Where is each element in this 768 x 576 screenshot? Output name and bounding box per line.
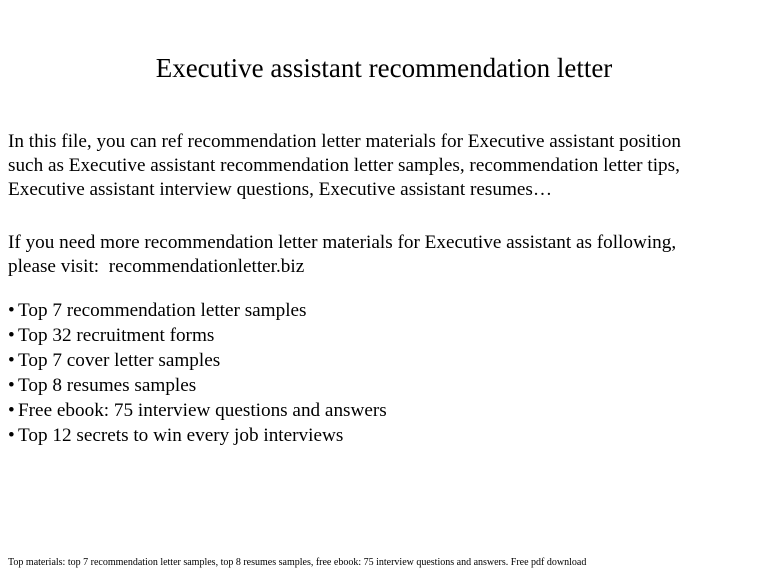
bullet-icon: • bbox=[8, 400, 15, 421]
list-item bbox=[8, 373, 764, 398]
list-item-text: Free ebook: 75 interview questions and answers bbox=[18, 400, 387, 421]
intro-line-2: such as Executive assistant recommendation letter samples, recommendation letter tips, bbox=[8, 155, 680, 176]
footer-note: Top materials: top 7 recommendation letter samples, top 8 resumes samples, free ebook: 75 interview questions and answers. Free pdf download bbox=[8, 557, 587, 568]
more-info-visit-prefix: please visit: bbox=[8, 256, 104, 277]
list-item-text: Top 7 recommendation letter samples bbox=[18, 300, 307, 321]
bullet-icon: • bbox=[8, 350, 15, 371]
bullet-icon: • bbox=[8, 375, 15, 396]
list-item bbox=[8, 323, 764, 348]
bullet-icon: • bbox=[8, 300, 15, 321]
page-title: Executive assistant recommendation letter bbox=[155, 53, 613, 83]
list-item-text: Top 12 secrets to win every job interviews bbox=[18, 425, 344, 446]
bullet-icon: • bbox=[8, 325, 15, 346]
list-item-text: Top 8 resumes samples bbox=[18, 375, 197, 396]
bullet-icon: • bbox=[8, 425, 15, 446]
list-item-text: Top 32 recruitment forms bbox=[18, 325, 215, 346]
more-info-line-1: If you need more recommendation letter materials for Executive assistant as following, bbox=[8, 232, 677, 253]
list-item bbox=[8, 423, 764, 448]
list-item-text: Top 7 cover letter samples bbox=[18, 350, 221, 371]
list-item bbox=[8, 298, 764, 323]
website-link[interactable]: recommendationletter.biz bbox=[108, 256, 305, 277]
more-info-paragraph bbox=[8, 231, 764, 279]
materials-list bbox=[8, 298, 764, 448]
intro-paragraph bbox=[8, 130, 764, 202]
intro-line-1: In this file, you can ref recommendation letter materials for Executive assistant position bbox=[8, 131, 681, 152]
list-item bbox=[8, 348, 764, 373]
intro-line-3: Executive assistant interview questions, Executive assistant resumes… bbox=[8, 179, 553, 200]
list-item bbox=[8, 398, 764, 423]
